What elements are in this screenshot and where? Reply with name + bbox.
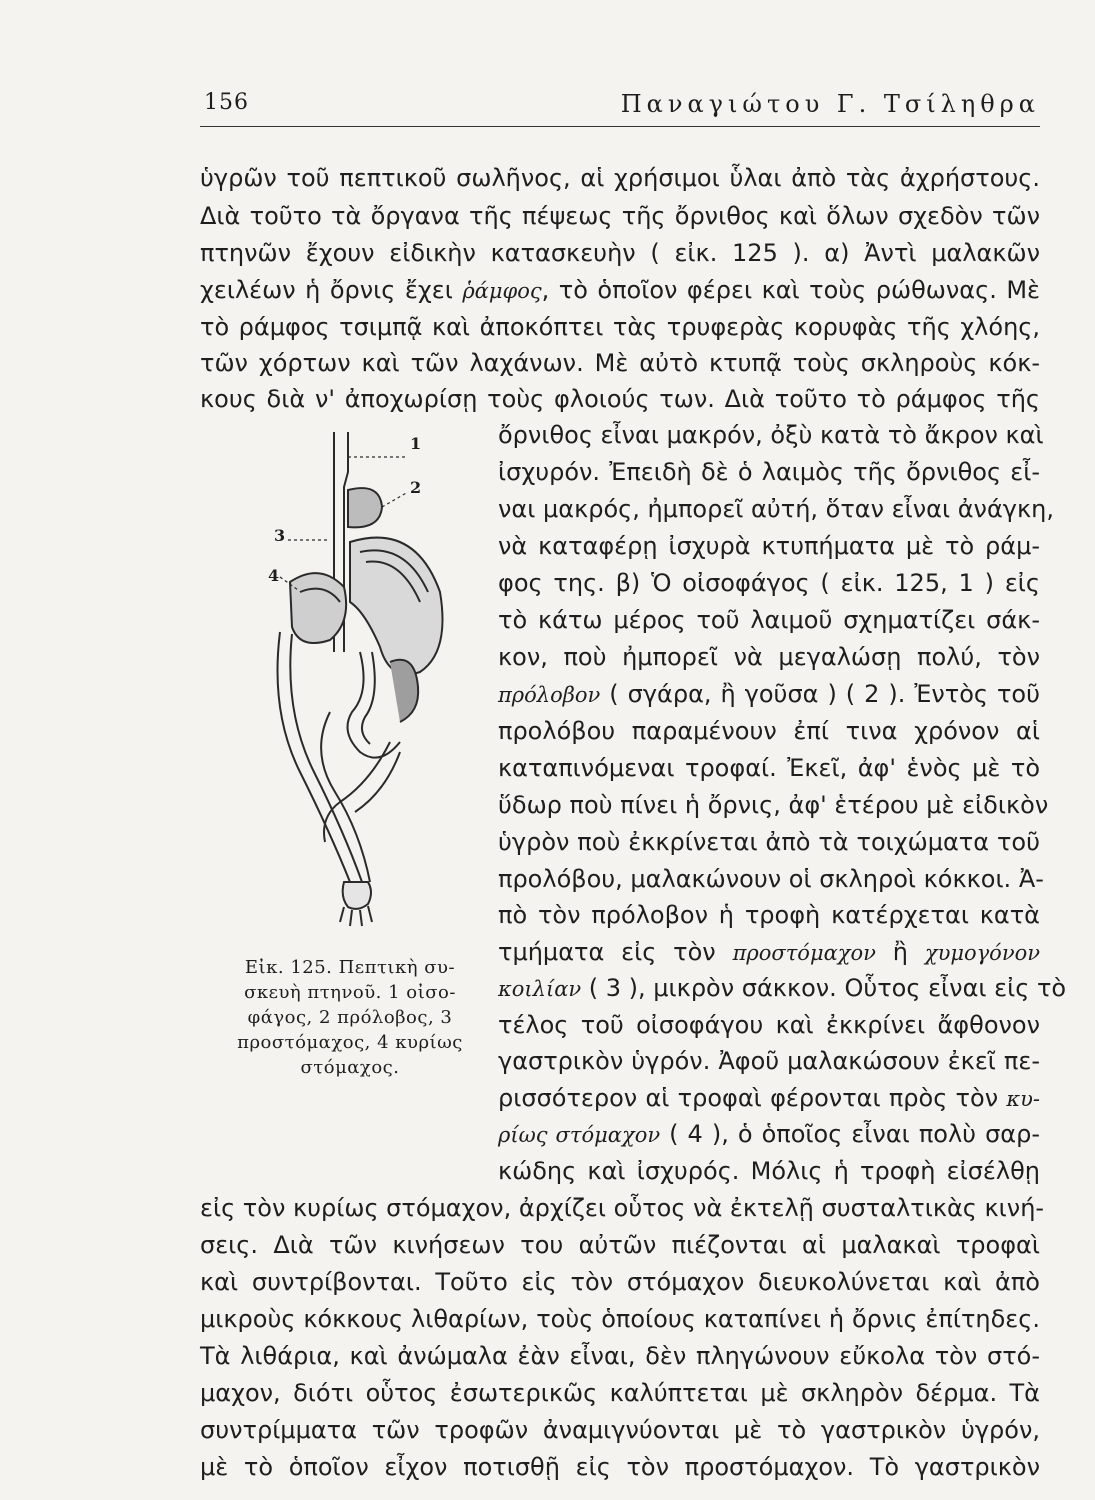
- text-line: σεις. Διὰ τῶν κινήσεων του αὐτῶν πιέζονται αἱ μαλακαὶ τροφαὶ: [200, 1231, 1040, 1259]
- text-segment: ἢ: [875, 938, 925, 966]
- text-line: τὸ ράμφος τσιμπᾷ καὶ ἀποκόπτει τὰς τρυφερὰς κορυφὰς τῆς χλόης,: [200, 313, 1040, 341]
- running-title: Παναγιώτου Γ. Τσίληθρα: [620, 90, 1040, 118]
- text-line: μὲ τὸ ὁποῖον εἶχον ποτισθῇ εἰς τὸν προστόμαχον. Τὸ γαστρικὸν: [200, 1453, 1040, 1481]
- text-line: Τὰ λιθάρια, καὶ ἀνώμαλα ἐὰν εἶναι, δὲν πληγώνουν εὔκολα τὸν στό-: [200, 1342, 1040, 1370]
- figure-caption: [212, 955, 488, 1080]
- text-segment: ( σγάρα, ἢ γοῦσα ) ( 2 ). Ἐντὸς τοῦ: [600, 680, 1040, 708]
- text-line: [498, 1119, 1040, 1150]
- text-line: τὸ κάτω μέρος τοῦ λαιμοῦ σχηματίζει σάκ-: [498, 606, 1040, 634]
- figure-label-3: 3: [274, 526, 286, 545]
- text-segment: χειλέων ἡ ὄρνις ἔχει: [200, 276, 463, 304]
- text-line: [498, 973, 1067, 1004]
- term-koilia: κοιλίαν: [498, 977, 582, 1001]
- text-line: ὄρνιθος εἶναι μακρόν, ὀξὺ κατὰ τὸ ἄκρον καὶ: [498, 421, 1044, 449]
- text-segment: ( 3 ), μικρὸν σάκκον. Οὗτος εἶναι εἰς τὸ: [581, 974, 1067, 1002]
- term-kyrios-part1: κυ-: [1006, 1087, 1040, 1111]
- text-line: πτηνῶν ἔχουν εἰδικὴν κατασκευὴν ( εἰκ. 125 ). α) Ἀντὶ μαλακῶν: [200, 239, 1040, 267]
- figure-label-1: 1: [410, 434, 422, 453]
- text-line: φος της. β) Ὁ οἰσοφάγος ( εἰκ. 125, 1 ) εἰς: [498, 569, 1040, 597]
- text-line: ὑγρῶν τοῦ πεπτικοῦ σωλῆνος, αἱ χρήσιμοι ὗλαι ἀπὸ τὰς ἀχρήστους.: [200, 164, 1040, 192]
- text-segment: ( 4 ), ὁ ὁποῖος εἶναι πολὺ σαρ-: [660, 1120, 1040, 1148]
- text-line: κον, ποὺ ἠμπορεῖ νὰ μεγαλώσῃ πολύ, τὸν: [498, 643, 1040, 671]
- text-segment: ρισσότερον αἱ τροφαὶ φέρονται πρὸς τὸν: [498, 1084, 1007, 1112]
- text-line: ἰσχυρόν. Ἐπειδὴ δὲ ὁ λαιμὸς τῆς ὄρνιθος εἶ-: [498, 458, 1040, 486]
- text-line: [498, 1083, 1040, 1114]
- text-segment: , τὸ ὁποῖον φέρει καὶ τοὺς ρώθωνας. Μὲ: [541, 276, 1040, 304]
- digestive-system-drawing: [240, 412, 490, 952]
- caption-line: φάγος, 2 πρόλοβος, 3: [247, 1007, 453, 1028]
- text-line: γαστρικὸν ὑγρόν. Ἀφοῦ μαλακώσουν ἐκεῖ πε-: [498, 1047, 1040, 1075]
- text-line: τῶν χόρτων καὶ τῶν λαχάνων. Μὲ αὐτὸ κτυπᾷ τοὺς σκληροὺς κόκ-: [200, 349, 1040, 377]
- text-line: [200, 275, 1040, 306]
- text-line: τέλος τοῦ οἰσοφάγου καὶ ἐκκρίνει ἄφθονον: [498, 1011, 1040, 1039]
- text-line: πὸ τὸν πρόλοβον ἡ τροφὴ κατέρχεται κατὰ: [498, 901, 1040, 929]
- page-header: [200, 88, 1040, 128]
- caption-line: σκευὴ πτηνοῦ. 1 οἰσο-: [244, 982, 456, 1003]
- text-line: κους διὰ ν' ἀποχωρίσῃ τοὺς φλοιούς των. Διὰ τοῦτο τὸ ράμφος τῆς: [200, 385, 1040, 413]
- text-line: συντρίμματα τῶν τροφῶν ἀναμιγνύονται μὲ τὸ γαστρικὸν ὑγρόν,: [200, 1416, 1040, 1444]
- caption-line: προστόμαχος, 4 κυρίως: [237, 1032, 463, 1053]
- page-number: 156: [204, 90, 249, 115]
- text-line: καταπινόμεναι τροφαί. Ἐκεῖ, ἀφ' ἑνὸς μὲ τὸ: [498, 754, 1040, 782]
- text-line: μικροὺς κόκκους λιθαρίων, τοὺς ὁποίους καταπίνει ἡ ὄρνις ἐπίτηδες.: [200, 1305, 1040, 1333]
- term-chymogonos: χυμογόνον: [924, 941, 1040, 965]
- text-line: προλόβου, μαλακώνουν οἱ σκληροὶ κόκκοι. Ἀ-: [498, 865, 1044, 893]
- term-kyrios-stomachos: ρίως στόμαχον: [498, 1123, 661, 1147]
- figure-label-4: 4: [268, 566, 280, 585]
- text-line: [498, 679, 1040, 710]
- term-prostomachos: προστόμαχον: [732, 941, 876, 965]
- term-ramphos: ῥάμφος: [462, 279, 542, 303]
- text-segment: τμήματα εἰς τὸν: [498, 938, 733, 966]
- term-prolovos: πρόλοβον: [498, 683, 601, 707]
- text-line: ὑγρὸν ποὺ ἐκκρίνεται ἀπὸ τὰ τοιχώματα τοῦ: [498, 828, 1040, 856]
- text-line: ναι μακρός, ἠμπορεῖ αὐτή, ὅταν εἶναι ἀνάγκη,: [498, 495, 1054, 523]
- caption-line: Εἰκ. 125. Πεπτικὴ συ-: [244, 957, 456, 978]
- header-rule: [200, 126, 1040, 127]
- figure-label-2: 2: [410, 478, 422, 497]
- text-line: εἰς τὸν κυρίως στόμαχον, ἀρχίζει οὗτος νὰ ἐκτελῇ συσταλτικὰς κινή-: [200, 1194, 1045, 1222]
- text-line: κώδης καὶ ἰσχυρός. Μόλις ἡ τροφὴ εἰσέλθῃ: [498, 1157, 1040, 1185]
- text-line: καὶ συντρίβονται. Τοῦτο εἰς τὸν στόμαχον διευκολύνεται καὶ ἀπὸ: [200, 1268, 1040, 1296]
- caption-line: στόμαχος.: [300, 1057, 400, 1078]
- text-line: ὕδωρ ποὺ πίνει ἡ ὄρνις, ἀφ' ἑτέρου μὲ εἰδικὸν: [498, 791, 1049, 819]
- text-line: προλόβου παραμένουν ἐπί τινα χρόνον αἱ: [498, 717, 1040, 745]
- text-line: νὰ καταφέρῃ ἰσχυρὰ κτυπήματα μὲ τὸ ράμ-: [498, 532, 1040, 560]
- text-line: Διὰ τοῦτο τὰ ὄργανα τῆς πέψεως τῆς ὄρνιθος καὶ ὅλων σχεδὸν τῶν: [200, 202, 1040, 230]
- digestive-system-figure: [240, 412, 490, 952]
- text-line: μαχον, διότι οὗτος ἐσωτερικῶς καλύπτεται μὲ σκληρὸν δέρμα. Τὰ: [200, 1379, 1040, 1407]
- text-line: [498, 937, 1040, 968]
